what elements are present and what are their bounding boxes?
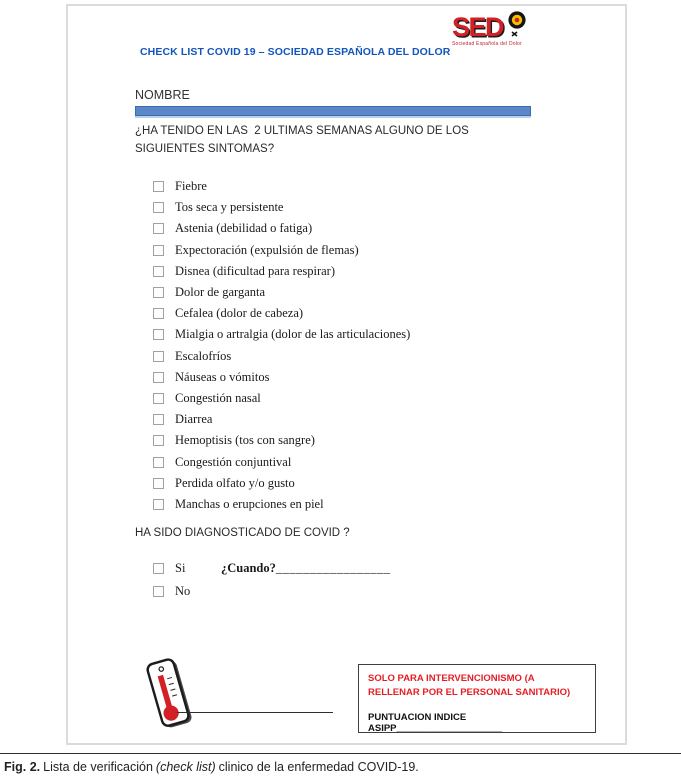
symptom-label: Dolor de garganta xyxy=(175,285,266,300)
symptom-row xyxy=(153,324,533,345)
dartboard-icon xyxy=(504,10,530,40)
symptom-checkbox[interactable] xyxy=(153,435,164,446)
symptom-row xyxy=(153,388,533,409)
sed-logo xyxy=(452,14,562,47)
caption-text-after: clinico de la enfermedad COVID-19. xyxy=(218,760,419,774)
symptom-label: Fiebre xyxy=(175,179,207,194)
symptom-label: Manchas o erupciones en piel xyxy=(175,496,324,511)
name-field-label: NOMBRE xyxy=(135,88,190,102)
symptom-row xyxy=(153,346,533,367)
symptom-label: Cefalea (dolor de cabeza) xyxy=(175,306,304,321)
symptom-label: Náuseas o vómitos xyxy=(175,369,270,384)
asipp-fill-line: ____________________ xyxy=(396,722,503,734)
answer-row-yes xyxy=(153,561,391,576)
yes-label: Si xyxy=(175,561,186,575)
figure-label: Fig. 2. xyxy=(4,760,41,774)
symptom-label: Disnea (dificultad para respirar) xyxy=(175,263,335,278)
intervention-box xyxy=(358,664,596,733)
intervention-warning: SOLO PARA INTERVENCIONISMO (A RELLENAR POR EL PERSONAL SANITARIO) xyxy=(368,673,571,699)
asipp-score-label: PUNTUACION INDICE ASIPP xyxy=(368,711,467,734)
no-checkbox[interactable] xyxy=(153,586,164,597)
symptom-checkbox[interactable] xyxy=(153,351,164,362)
symptom-label: Escalofríos xyxy=(175,348,232,363)
symptom-row xyxy=(153,473,533,494)
symptom-row xyxy=(153,430,533,451)
sed-logo-subtitle: Sociedad Española del Dolor xyxy=(452,41,522,47)
caption-italic: (check list) xyxy=(155,760,216,774)
when-label: ¿Cuando? xyxy=(221,561,276,575)
symptom-checkbox[interactable] xyxy=(153,457,164,468)
symptom-checkbox[interactable] xyxy=(153,499,164,510)
symptom-checkbox[interactable] xyxy=(153,223,164,234)
symptom-row xyxy=(153,218,533,239)
symptom-row xyxy=(153,240,533,261)
symptom-row xyxy=(153,451,533,472)
symptom-checkbox[interactable] xyxy=(153,372,164,383)
symptom-row xyxy=(153,409,533,430)
symptom-checkbox[interactable] xyxy=(153,308,164,319)
symptom-label: Diarrea xyxy=(175,412,213,427)
symptoms-question: ¿HA TENIDO EN LAS 2 ULTIMAS SEMANAS ALGUNO DE LOS SIGUIENTES SINTOMAS? xyxy=(135,125,473,156)
symptom-row xyxy=(153,282,533,303)
checklist-page xyxy=(66,4,627,745)
temperature-fill-line xyxy=(177,712,333,713)
symptom-row xyxy=(153,494,533,515)
symptom-row xyxy=(153,367,533,388)
symptom-label: Congestión nasal xyxy=(175,390,261,405)
symptom-row xyxy=(153,303,533,324)
thermometer-icon xyxy=(134,651,204,741)
symptom-label: Mialgia o artralgia (dolor de las articulaciones) xyxy=(175,327,411,342)
symptom-checkbox[interactable] xyxy=(153,329,164,340)
symptom-checkbox[interactable] xyxy=(153,266,164,277)
yes-checkbox[interactable] xyxy=(153,563,164,574)
symptom-label: Astenia (debilidad o fatiga) xyxy=(175,221,313,236)
caption-divider xyxy=(0,753,681,754)
diagnosed-question: HA SIDO DIAGNOSTICADO DE COVID ? xyxy=(135,527,350,539)
name-input-bar[interactable] xyxy=(135,106,531,116)
symptom-checkbox[interactable] xyxy=(153,414,164,425)
symptom-checkbox[interactable] xyxy=(153,202,164,213)
sed-logo-text: SED xyxy=(452,12,504,42)
symptom-label: Expectoración (expulsión de flemas) xyxy=(175,242,359,257)
symptom-label: Tos seca y persistente xyxy=(175,200,284,215)
caption-text-before: Lista de verificación xyxy=(43,760,153,774)
symptom-checkbox[interactable] xyxy=(153,478,164,489)
asipp-score-line xyxy=(368,712,586,734)
no-label: No xyxy=(175,584,191,598)
symptom-row xyxy=(153,176,533,197)
symptom-checkbox[interactable] xyxy=(153,287,164,298)
when-fill-line: _________________ xyxy=(275,561,391,575)
symptom-label: Hemoptisis (tos con sangre) xyxy=(175,433,315,448)
answer-row-no xyxy=(153,584,213,599)
document-title: CHECK LIST COVID 19 – SOCIEDAD ESPAÑOLA DEL DOLOR xyxy=(140,46,451,58)
symptom-checkbox[interactable] xyxy=(153,245,164,256)
symptom-label: Congestión conjuntival xyxy=(175,454,292,469)
symptom-checkbox[interactable] xyxy=(153,393,164,404)
symptom-checkbox[interactable] xyxy=(153,181,164,192)
symptom-list xyxy=(153,176,533,515)
symptom-row xyxy=(153,197,533,218)
symptom-row xyxy=(153,261,533,282)
symptom-label: Perdida olfato y/o gusto xyxy=(175,475,295,490)
figure-caption xyxy=(4,760,422,774)
